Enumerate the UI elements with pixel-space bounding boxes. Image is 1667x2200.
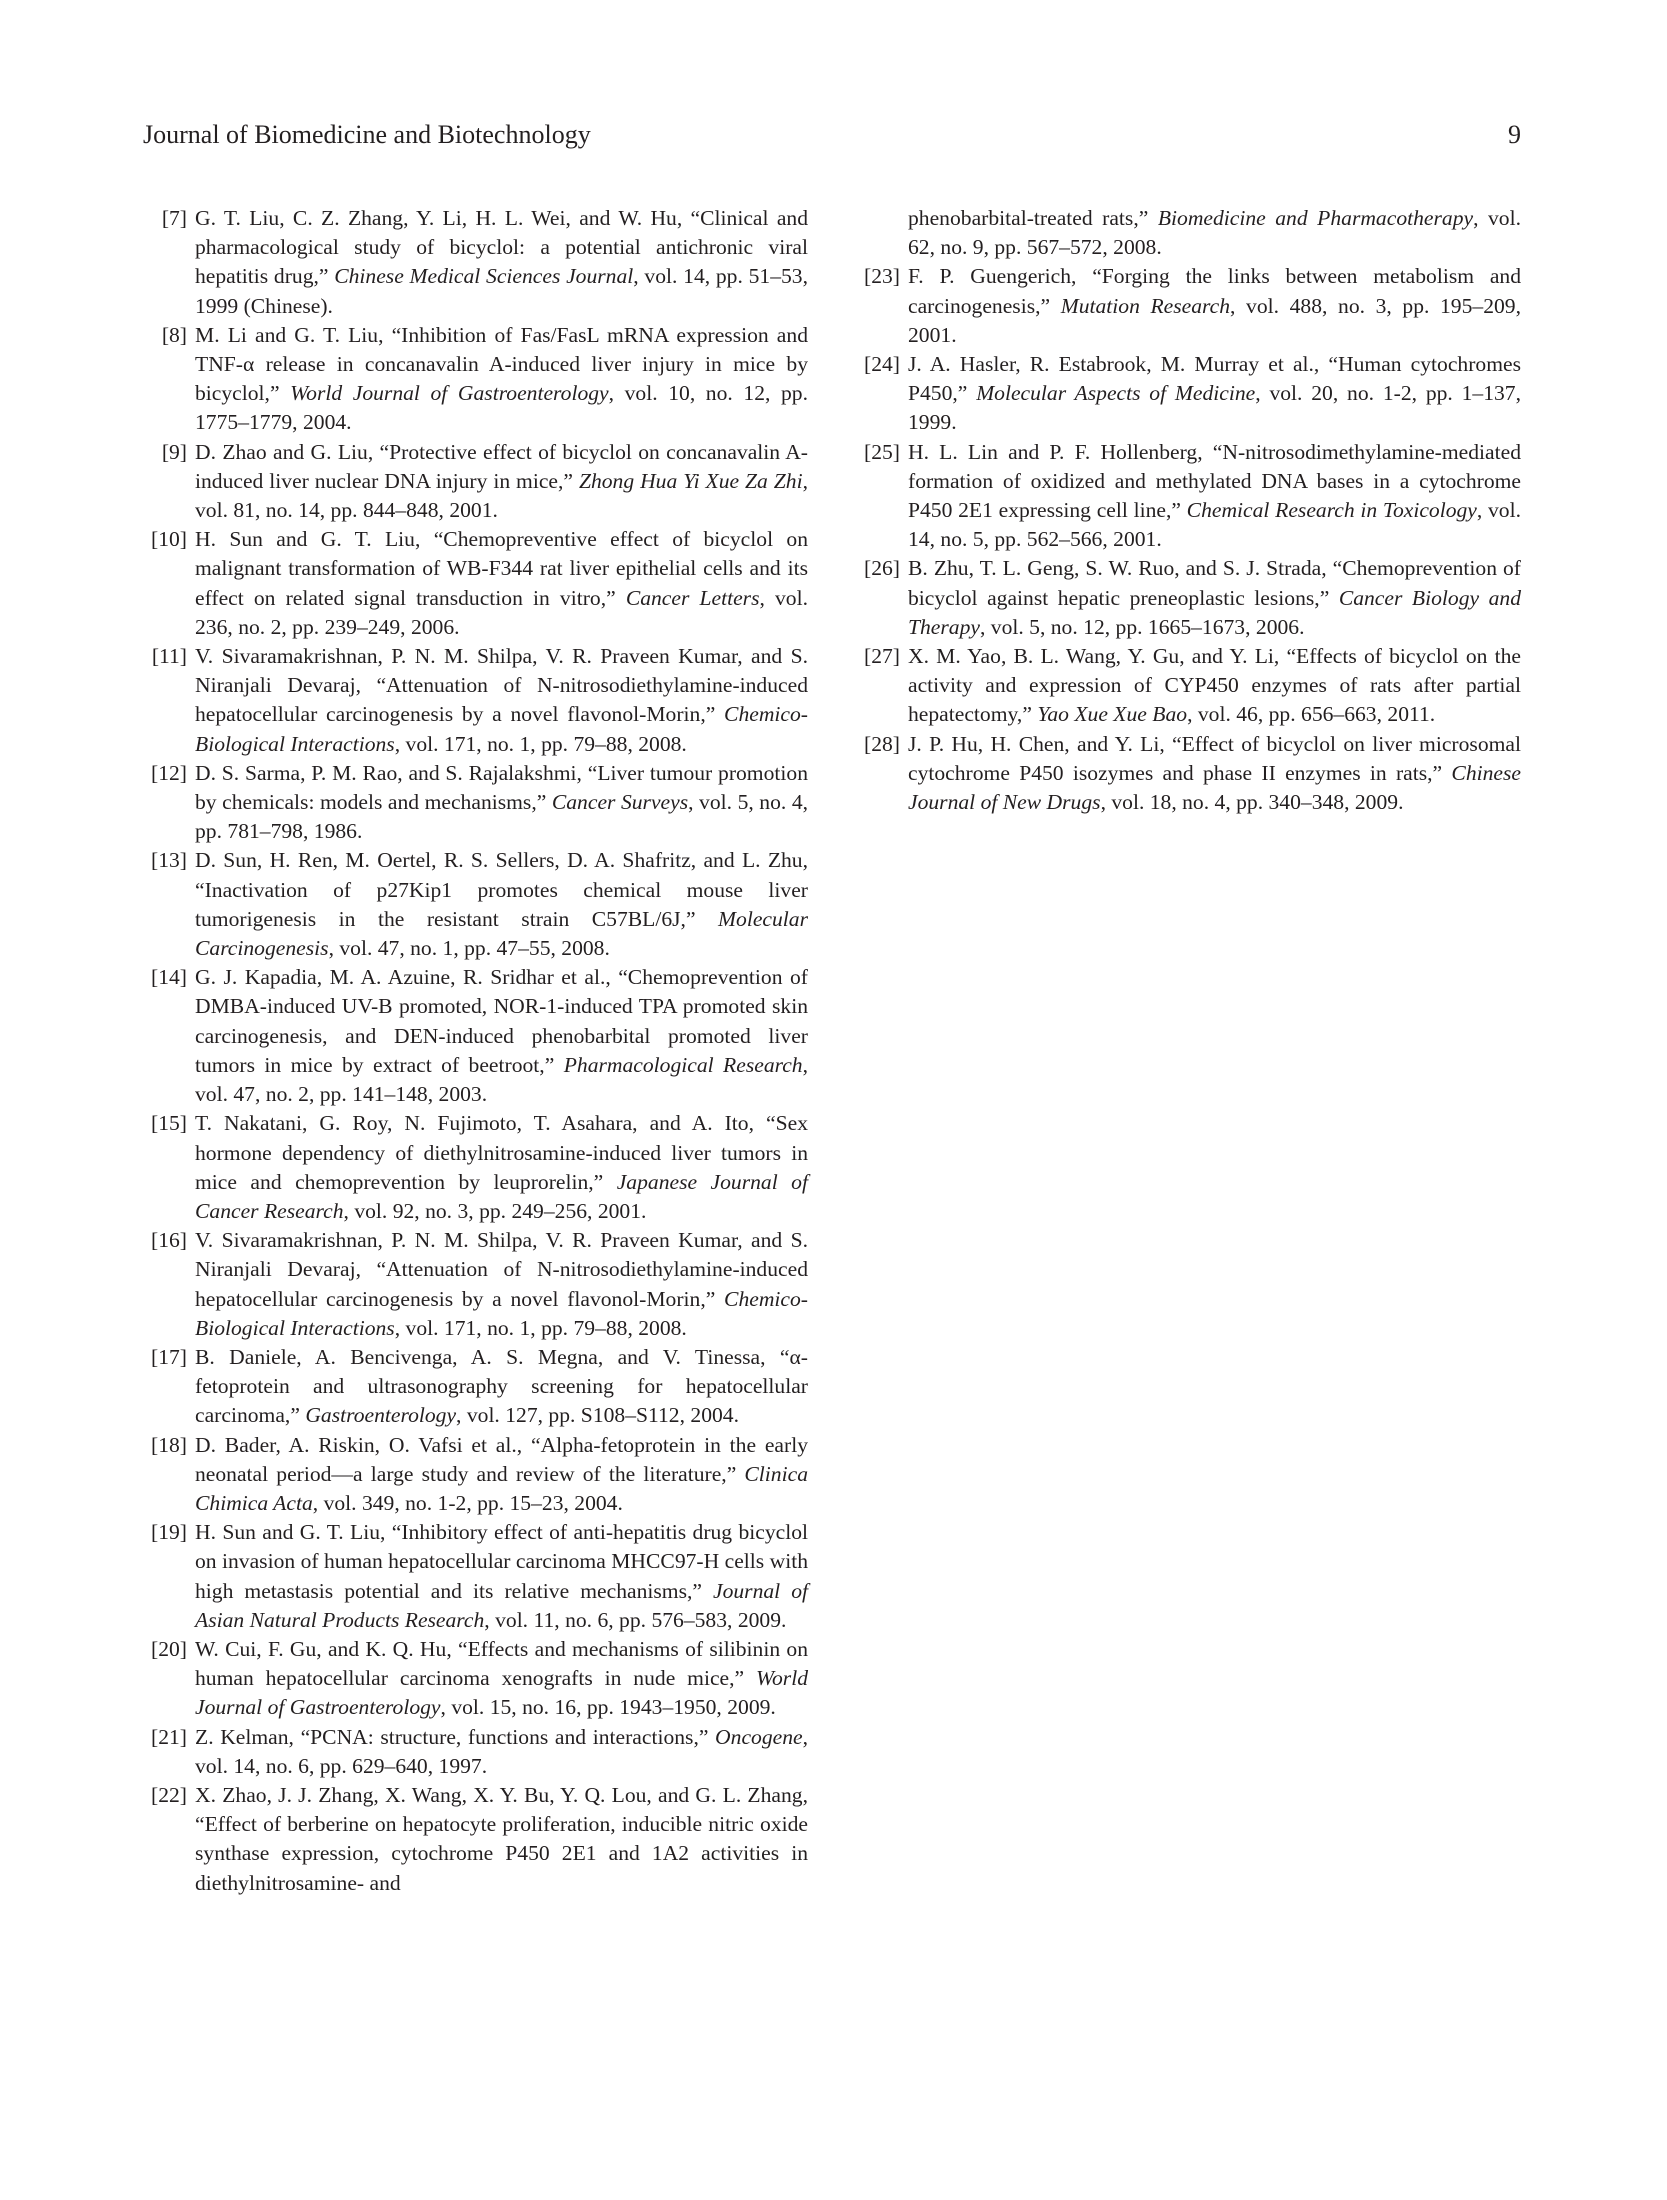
reference-number: [8] xyxy=(161,322,187,347)
reference-details: , vol. 11, no. 6, pp. 576–583, 2009. xyxy=(484,1607,787,1632)
reference-text: M. Li and G. T. Liu, “Inhibition of Fas/FasL mRNA expression and TNF-α release in concanavalin A-induced liver injury in mice by bicyclol,” xyxy=(195,322,808,406)
reference-body xyxy=(195,848,808,960)
reference-item-25 xyxy=(856,438,1521,555)
reference-details: , vol. 349, no. 1-2, pp. 15–23, 2004. xyxy=(312,1490,623,1515)
reference-journal: Chinese Medical Sciences Journal xyxy=(334,264,634,289)
reference-journal: Molecular Aspects of Medicine xyxy=(976,381,1256,406)
reference-text: B. Zhu, T. L. Geng, S. W. Ruo, and S. J. Strada, “Chemoprevention of bicyclol against hepatic preneoplastic lesions,” xyxy=(908,556,1521,610)
reference-item-18 xyxy=(143,1431,808,1519)
reference-item-23 xyxy=(856,262,1521,350)
reference-number: [23] xyxy=(864,264,900,289)
reference-body xyxy=(195,1433,808,1515)
reference-journal: Cancer Biology and Therapy xyxy=(908,585,1521,639)
reference-text: T. Nakatani, G. Roy, N. Fujimoto, T. Asahara, and A. Ito, “Sex hormone dependency of diethylnitrosamine-induced liver tumors in mice and chemoprevention by leuprorelin,” xyxy=(195,1111,808,1194)
reference-details: , vol. 488, no. 3, pp. 195–209, 2001. xyxy=(908,293,1521,347)
reference-item-11 xyxy=(143,642,808,759)
reference-number: [18] xyxy=(151,1432,187,1457)
reference-details: , vol. 5, no. 12, pp. 1665–1673, 2006. xyxy=(979,614,1305,639)
reference-journal: Chemico-Biological Interactions xyxy=(195,1286,808,1340)
reference-details: , vol. 14, pp. 51–53, 1999 (Chinese). xyxy=(195,264,809,318)
reference-body xyxy=(195,1228,808,1340)
reference-text: G. T. Liu, C. Z. Zhang, Y. Li, H. L. Wei, and W. Hu, “Clinical and pharmacological study of bicyclol: a potential antichronic viral hepatitis drug,” xyxy=(195,206,808,289)
reference-number: [25] xyxy=(864,439,900,464)
reference-body xyxy=(195,527,808,639)
reference-text: B. Daniele, A. Bencivenga, A. S. Megna, and V. Tinessa, “α-fetoprotein and ultrasonography screening for hepatocellular carcinoma,” xyxy=(195,1344,808,1428)
reference-number: [22] xyxy=(151,1782,187,1807)
reference-journal: Chemico-Biological Interactions xyxy=(195,702,808,756)
reference-journal: Oncogene xyxy=(715,1724,803,1749)
reference-journal: Molecular Carcinogenesis xyxy=(195,906,808,961)
reference-body xyxy=(195,965,808,1106)
page-number: 9 xyxy=(1508,120,1521,149)
reference-text: H. Sun and G. T. Liu, “Inhibitory effect of anti-hepatitis drug bicyclol on invasion of human hepatocellular carcinoma MHCC97-H cells with high metastasis potential and its relative mechanisms,” xyxy=(195,1520,808,1603)
reference-item-15 xyxy=(143,1109,808,1226)
reference-number: [7] xyxy=(161,206,187,230)
reference-22-continuation xyxy=(856,204,1521,262)
reference-details: , vol. 92, no. 3, pp. 249–256, 2001. xyxy=(343,1198,647,1223)
reference-text: V. Sivaramakrishnan, P. N. M. Shilpa, V. R. Praveen Kumar, and S. Niranjali Devaraj, “Attenuation of N-nitrosodiethylamine-induced hepatocellular carcinogenesis by a novel flavonol-Morin,” xyxy=(195,1228,808,1311)
reference-body xyxy=(908,264,1521,346)
reference-details: , vol. 14, no. 6, pp. 629–640, 1997. xyxy=(195,1724,808,1778)
reference-number: [27] xyxy=(864,644,900,669)
reference-item-28 xyxy=(856,730,1521,818)
reference-number: [19] xyxy=(151,1520,187,1545)
reference-text: phenobarbital-treated rats,” xyxy=(908,206,1158,230)
reference-item-7 xyxy=(143,204,808,321)
page-header xyxy=(143,116,1521,154)
reference-number: [28] xyxy=(864,731,900,756)
reference-details: , vol. 46, pp. 656–663, 2011. xyxy=(1187,702,1436,727)
reference-body xyxy=(195,1520,808,1632)
reference-text: Z. Kelman, “PCNA: structure, functions and interactions,” xyxy=(195,1724,716,1749)
reference-body xyxy=(195,1637,808,1719)
reference-text: D. S. Sarma, P. M. Rao, and S. Rajalakshmi, “Liver tumour promotion by chemicals: models and mechanisms,” xyxy=(195,760,808,815)
reference-number: [10] xyxy=(151,527,187,552)
reference-details: , vol. 20, no. 1-2, pp. 1–137, 1999. xyxy=(908,381,1521,435)
reference-item-19 xyxy=(143,1518,808,1635)
reference-item-8 xyxy=(143,321,808,438)
reference-details: , vol. 171, no. 1, pp. 79–88, 2008. xyxy=(394,731,687,756)
reference-item-20 xyxy=(143,1635,808,1723)
reference-number: [17] xyxy=(151,1344,187,1369)
reference-journal: Journal of Asian Natural Products Research xyxy=(195,1578,809,1632)
reference-details: , vol. 15, no. 16, pp. 1943–1950, 2009. xyxy=(440,1695,776,1720)
reference-item-17 xyxy=(143,1343,808,1431)
reference-details: , vol. 10, no. 12, pp. 1775–1779, 2004. xyxy=(195,381,808,435)
reference-body xyxy=(908,732,1521,814)
reference-number: [16] xyxy=(151,1228,187,1253)
reference-journal: Pharmacological Research xyxy=(563,1052,803,1077)
reference-text: J. P. Hu, H. Chen, and Y. Li, “Effect of bicyclol on liver microsomal cytochrome P450 isozymes and phase II enzymes in rats,” xyxy=(908,731,1521,785)
reference-journal: World Journal of Gastroenterology xyxy=(195,1666,808,1720)
reference-item-21 xyxy=(143,1723,808,1781)
reference-number: [13] xyxy=(151,848,187,873)
reference-journal: Cancer Surveys xyxy=(551,790,689,815)
reference-details: , vol. 5, no. 4, pp. 781–798, 1986. xyxy=(195,790,809,844)
reference-item-27 xyxy=(856,642,1521,730)
reference-text: H. Sun and G. T. Liu, “Chemopreventive effect of bicyclol on malignant transformation of WB-F344 rat liver epithelial cells and its effect on related signal transduction in vitro,” xyxy=(195,527,808,610)
reference-journal: Gastroenterology xyxy=(305,1403,457,1428)
reference-text: V. Sivaramakrishnan, P. N. M. Shilpa, V. R. Praveen Kumar, and S. Niranjali Devaraj, “Attenuation of N-nitrosodiethylamine-induced hepatocellular carcinogenesis by a novel flavonol-Morin,” xyxy=(195,644,808,727)
reference-body xyxy=(908,440,1521,552)
reference-details: , vol. 81, no. 14, pp. 844–848, 2001. xyxy=(195,468,808,523)
reference-journal: Zhong Hua Yi Xue Za Zhi xyxy=(578,468,803,493)
reference-journal: Clinica Chimica Acta xyxy=(195,1461,808,1515)
reference-journal: Mutation Research xyxy=(1060,293,1231,318)
reference-body xyxy=(908,556,1521,638)
reference-body xyxy=(195,1345,808,1427)
reference-journal: Biomedicine and Pharmacotherapy xyxy=(1157,206,1474,230)
reference-body xyxy=(908,644,1521,726)
reference-text: D. Bader, A. Riskin, O. Vafsi et al., “Alpha-fetoprotein in the early neonatal period—a large study and review of the literature,” xyxy=(195,1432,808,1486)
reference-number: [15] xyxy=(151,1111,187,1136)
reference-item-22 xyxy=(143,1781,808,1898)
reference-item-26 xyxy=(856,554,1521,642)
reference-journal: Cancer Letters xyxy=(625,585,760,610)
reference-number: [14] xyxy=(151,965,187,990)
reference-text: G. J. Kapadia, M. A. Azuine, R. Sridhar et al., “Chemoprevention of DMBA-induced UV-B promoted, NOR-1-induced TPA promoted skin carcinogenesis, and DEN-induced phenobarbital promoted liver tumors in mice by extract of beetroot,” xyxy=(195,965,808,1077)
reference-number: [26] xyxy=(864,556,900,581)
running-head-journal-title: Journal of Biomedicine and Biotechnology xyxy=(143,120,591,149)
reference-item-16 xyxy=(143,1226,808,1343)
reference-journal: World Journal of Gastroenterology xyxy=(290,381,609,406)
reference-details: , vol. 14, no. 5, pp. 562–566, 2001. xyxy=(908,498,1521,552)
reference-body xyxy=(195,644,808,756)
reference-body xyxy=(908,352,1521,434)
reference-item-9 xyxy=(143,438,808,526)
reference-item-12 xyxy=(143,759,808,847)
reference-number: [24] xyxy=(864,352,900,377)
reference-details: , vol. 18, no. 4, pp. 340–348, 2009. xyxy=(1100,790,1404,815)
reference-body xyxy=(195,761,808,843)
reference-number: [9] xyxy=(161,439,187,464)
reference-body xyxy=(195,206,808,318)
reference-body xyxy=(195,323,808,435)
reference-body xyxy=(195,1783,808,1895)
reference-journal: Chinese Journal of New Drugs xyxy=(908,760,1521,815)
reference-details: , vol. 62, no. 9, pp. 567–572, 2008. xyxy=(908,206,1521,260)
reference-text: H. L. Lin and P. F. Hollenberg, “N-nitrosodimethylamine-mediated formation of oxidized and methylated DNA bases in a cytochrome P450 2E1 expressing cell line,” xyxy=(908,439,1521,523)
reference-number: [21] xyxy=(151,1724,187,1749)
references-right-column xyxy=(856,204,1521,817)
reference-body xyxy=(195,1725,808,1778)
reference-details: , vol. 236, no. 2, pp. 239–249, 2006. xyxy=(195,585,808,639)
references-left-column xyxy=(143,204,808,1898)
reference-details: , vol. 171, no. 1, pp. 79–88, 2008. xyxy=(394,1315,687,1340)
reference-details: , vol. 47, no. 2, pp. 141–148, 2003. xyxy=(195,1052,808,1107)
reference-item-24 xyxy=(856,350,1521,438)
reference-text: X. M. Yao, B. L. Wang, Y. Gu, and Y. Li, “Effects of bicyclol on the activity and expression of CYP450 enzymes of rats after partial hepatectomy,” xyxy=(908,644,1521,727)
reference-item-14 xyxy=(143,963,808,1109)
reference-text: X. Zhao, J. J. Zhang, X. Wang, X. Y. Bu, Y. Q. Lou, and G. L. Zhang, “Effect of berberine on hepatocyte proliferation, inducible nitric oxide synthase expression, cytochrome P450 2E1 and 1A2 activities in diethylnitrosamine- and xyxy=(195,1782,808,1895)
reference-number: [12] xyxy=(151,760,187,785)
reference-details: , vol. 127, pp. S108–S112, 2004. xyxy=(456,1403,739,1428)
reference-text: D. Sun, H. Ren, M. Oertel, R. S. Sellers, D. A. Shafritz, and L. Zhu, “Inactivation of p27Kip1 promotes chemical mouse liver tumorigenesis in the resistant strain C57BL/6J,” xyxy=(195,848,808,931)
reference-item-13 xyxy=(143,846,808,963)
reference-number: [11] xyxy=(151,644,187,669)
reference-text: J. A. Hasler, R. Estabrook, M. Murray et al., “Human cytochromes P450,” xyxy=(908,352,1521,406)
reference-text: W. Cui, F. Gu, and K. Q. Hu, “Effects and mechanisms of silibinin on human hepatocellular carcinoma xenografts in nude mice,” xyxy=(195,1636,808,1691)
reference-journal: Yao Xue Xue Bao xyxy=(1037,702,1188,727)
reference-item-10 xyxy=(143,525,808,642)
reference-journal: Chemical Research in Toxicology xyxy=(1186,498,1477,523)
reference-body xyxy=(195,440,808,522)
reference-text: D. Zhao and G. Liu, “Protective effect of bicyclol on concanavalin A-induced liver nuclear DNA injury in mice,” xyxy=(195,439,808,493)
reference-text: F. P. Guengerich, “Forging the links between metabolism and carcinogenesis,” xyxy=(908,264,1521,318)
reference-body xyxy=(195,1111,808,1223)
reference-details: , vol. 47, no. 1, pp. 47–55, 2008. xyxy=(328,936,610,961)
reference-journal: Japanese Journal of Cancer Research xyxy=(195,1169,808,1223)
reference-number: [20] xyxy=(151,1636,187,1661)
